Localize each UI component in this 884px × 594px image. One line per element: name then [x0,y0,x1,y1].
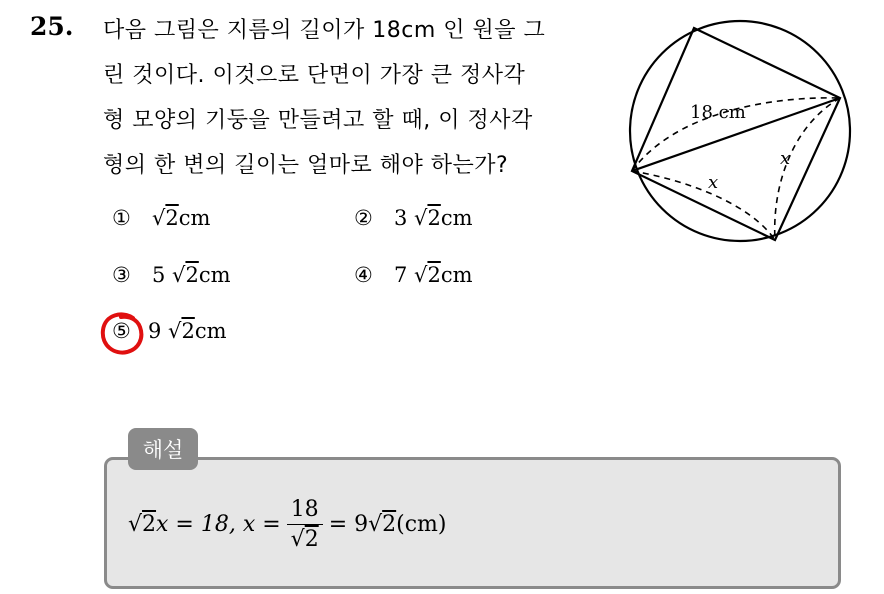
option-1[interactable] [112,206,210,230]
option-3[interactable] [112,263,231,287]
question-text-line-3: 형 모양의 기둥을 만들려고 할 때, 이 정사각 [103,108,533,133]
solution-sqrt-result: √2 [368,511,397,537]
solution-eq-part1: x = 18, x = [156,511,281,537]
question-text-line-2: 린 것이다. 이것으로 단면이 가장 큰 정사각 [103,63,526,88]
option-2-unit: cm [440,206,473,230]
question-text-line-1: 다음 그림은 지름의 길이가 18cm 인 원을 그 [103,18,546,43]
solution-tag: 해설 [128,428,198,470]
solution-eq-part2: = 9 [328,511,369,537]
option-3-number: ③ [112,263,131,287]
option-1-number: ① [112,206,131,230]
solution-unit: (cm) [396,511,447,537]
option-3-sqrt: √2 [172,263,199,287]
option-2-sqrt: √2 [414,206,441,230]
option-2-coef: 3 [394,206,415,230]
solution-sqrt-lead: √2 [128,511,157,537]
option-4-coef: 7 [394,263,415,287]
solution-equation [128,488,447,560]
option-4[interactable] [354,263,473,287]
question-text-line-4: 형의 한 변의 길이는 얼마로 해야 하는가? [103,153,509,178]
option-4-unit: cm [440,263,473,287]
diameter-label: 18 cm [690,102,746,123]
question-number: 25. [30,12,74,41]
option-4-sqrt: √2 [414,263,441,287]
fraction-numerator: 18 [287,497,323,525]
side-label-right: x [780,148,791,169]
option-1-sqrt: √2 [152,206,179,230]
option-2[interactable] [354,206,473,230]
option-5-number: ⑤ [112,319,131,343]
circle-square-figure [612,6,862,256]
solution-fraction [287,497,323,552]
option-5-coef: 9 [148,319,169,343]
option-5-sqrt: √2 [168,319,195,343]
option-3-unit: cm [198,263,231,287]
option-4-number: ④ [354,263,373,287]
option-1-unit: cm [178,206,211,230]
option-2-number: ② [354,206,373,230]
answer-mark-circle [99,308,147,358]
option-5-unit: cm [194,319,227,343]
fraction-denominator: √2 [290,526,319,552]
side-label-bottom: x [708,172,719,193]
option-3-coef: 5 [152,263,173,287]
